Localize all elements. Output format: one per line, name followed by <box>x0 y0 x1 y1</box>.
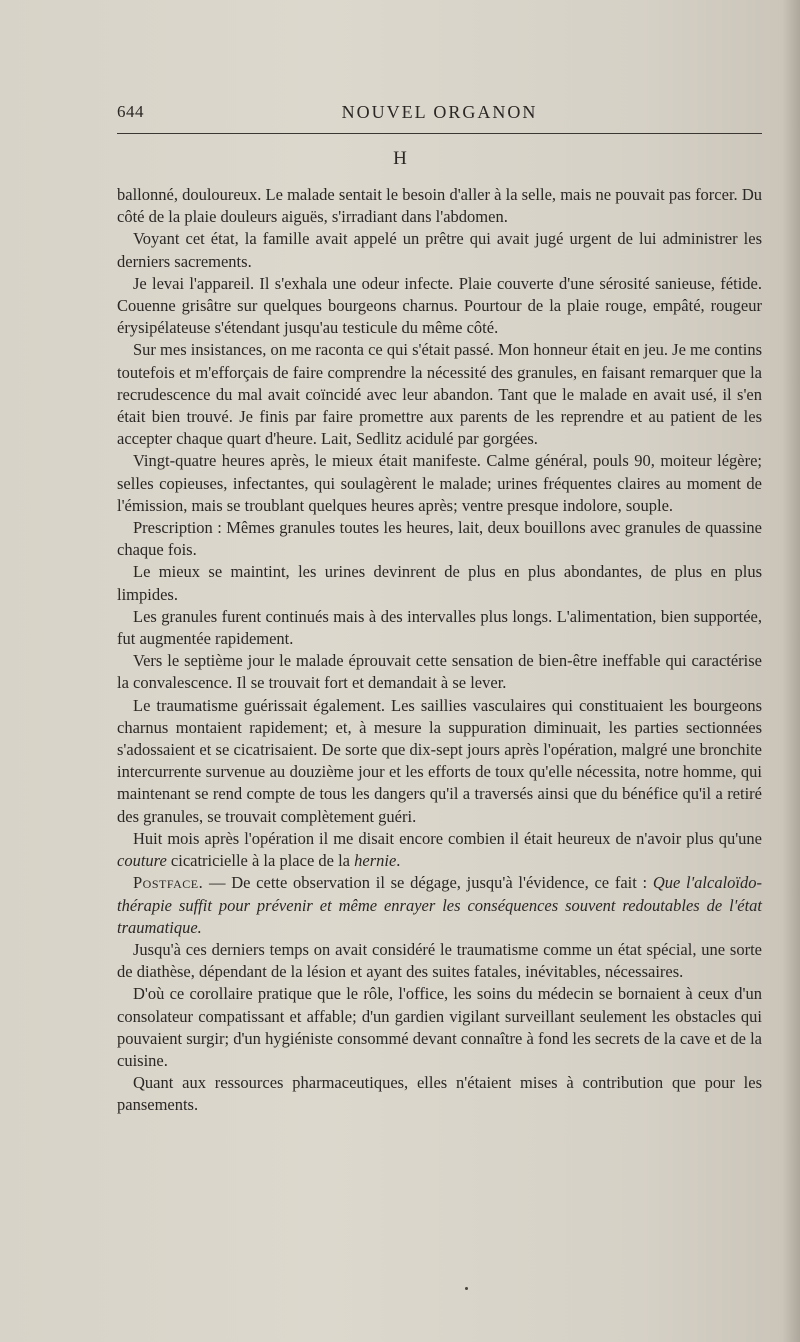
page-number: 644 <box>117 102 144 121</box>
text-run: cicatricielle à la place de la <box>166 851 355 871</box>
text-run: . <box>396 851 401 871</box>
paragraph: Je levai l'appareil. Il s'exhala une odeur infecte. Plaie couverte d'une sérosité sanieuse, fétide. Couenne grisâtre sur quelques bourgeons charnus. Pourtour de la plaie rouge, empâté, rougeur érysipélateuse s'étendant jusqu'au testicule du même côté. <box>117 273 762 338</box>
text-run: Huit mois après l'opération il me disait encore combien il était heureux de n'avoir plus qu'une <box>133 828 762 848</box>
paper-speck <box>465 1287 468 1290</box>
paragraph: D'où ce corollaire pratique que le rôle, l'office, les soins du médecin se bornaient à ceux d'un consolateur compatissant et affable; d'un gardien vigilant surveillant seulement les obstacles qui pouvaient surgir; d'un hygiéniste consommé devant connaître à fond les secrets de la cave et de la cuisine. <box>117 984 762 1070</box>
paragraph: Vers le septième jour le malade éprouvait cette sensation de bien-être ineffable qui caractérise la convalescence. Il se trouvait fort et demandait à se lever. <box>117 651 762 693</box>
emphasis-hernie: hernie <box>354 851 397 871</box>
paragraph-huit-mois <box>117 828 762 872</box>
paragraph: Jusqu'à ces derniers temps on avait considéré le traumatisme comme un état spécial, une sorte de diathèse, dépendant de la lésion et ayant des suites fatales, inévitables, nécessaires. <box>117 939 762 982</box>
emphasis-couture: couture <box>117 851 167 871</box>
signature-mark: H <box>393 148 407 169</box>
page-edge-shadow <box>782 0 800 1342</box>
text-run: — De cette observation il se dégage, jusqu'à l'évidence, ce fait : <box>203 873 653 893</box>
paragraph: Quant aux ressources pharmaceutiques, elles n'étaient mises à contribution que pour les pansements. <box>117 1073 762 1115</box>
paragraph: Voyant cet état, la famille avait appelé un prêtre qui avait jugé urgent de lui administrer les derniers sacrements. <box>117 229 762 271</box>
postface-conclusion: Que l'alcaloïdo-thérapie suffit pour prévenir et même enrayer les conséquences souvent redoutables de l'état traumatique. <box>117 873 762 937</box>
postface-label: Postface. <box>133 873 204 893</box>
paragraph: Le mieux se maintint, les urines devinrent de plus en plus abondantes, de plus en plus limpides. <box>117 562 762 604</box>
running-title: NOUVEL ORGANON <box>341 102 538 122</box>
paragraph: Prescription : Mêmes granules toutes les heures, lait, deux bouillons avec granules de quassine chaque fois. <box>117 518 762 560</box>
header-rule <box>117 133 762 134</box>
paragraph: Le traumatisme guérissait également. Les saillies vasculaires qui constituaient les bourgeons charnus montaient rapidement; et, à mesure la suppuration diminuait, les parties sectionnées s'adossaient et se cicatrisaient. De sorte que dix-sept jours après l'opération, malgré une bronchite intercurrente survenue au douzième jour et les efforts de toux qu'elle nécessita, notre homme, qui maintenant se rend compte de tous les dangers qu'il a traversés ainsi que du bénéfice qu'il a retiré des granules, se trouvait complètement guéri. <box>117 695 762 826</box>
paragraph: Vingt-quatre heures après, le mieux était manifeste. Calme général, pouls 90, moiteur légère; selles copieuses, infectantes, qui soulagèrent le malade; urines fréquentes claires au moment de l'émission, mais se troublant quelques heures après; ventre presque indolore, souple. <box>117 451 762 515</box>
paragraph-postface <box>117 872 762 939</box>
body-text <box>117 184 762 1117</box>
page-header <box>117 100 762 130</box>
paragraph: ballonné, douloureux. Le malade sentait le besoin d'aller à la selle, mais ne pouvait pas forcer. Du côté de la plaie douleurs aiguës, s'irradiant dans l'abdomen. <box>117 185 762 227</box>
paragraph: Les granules furent continués mais à des intervalles plus longs. L'alimentation, bien supportée, fut augmentée rapidement. <box>117 606 762 649</box>
paragraph: Sur mes insistances, on me raconta ce qui s'était passé. Mon honneur était en jeu. Je me contins toutefois et m'efforçais de faire comprendre la nécessité des granules, en faisant remarquer que la recrudescence du mal avait coïncidé avec leur abandon. Tant que le malade en avait usé, il s'en était bien trouvé. Je finis par faire promettre aux parents de les reprendre et au patient de les accepter chaque quart d'heure. Lait, Sedlitz acidulé par gorgées. <box>117 340 762 449</box>
